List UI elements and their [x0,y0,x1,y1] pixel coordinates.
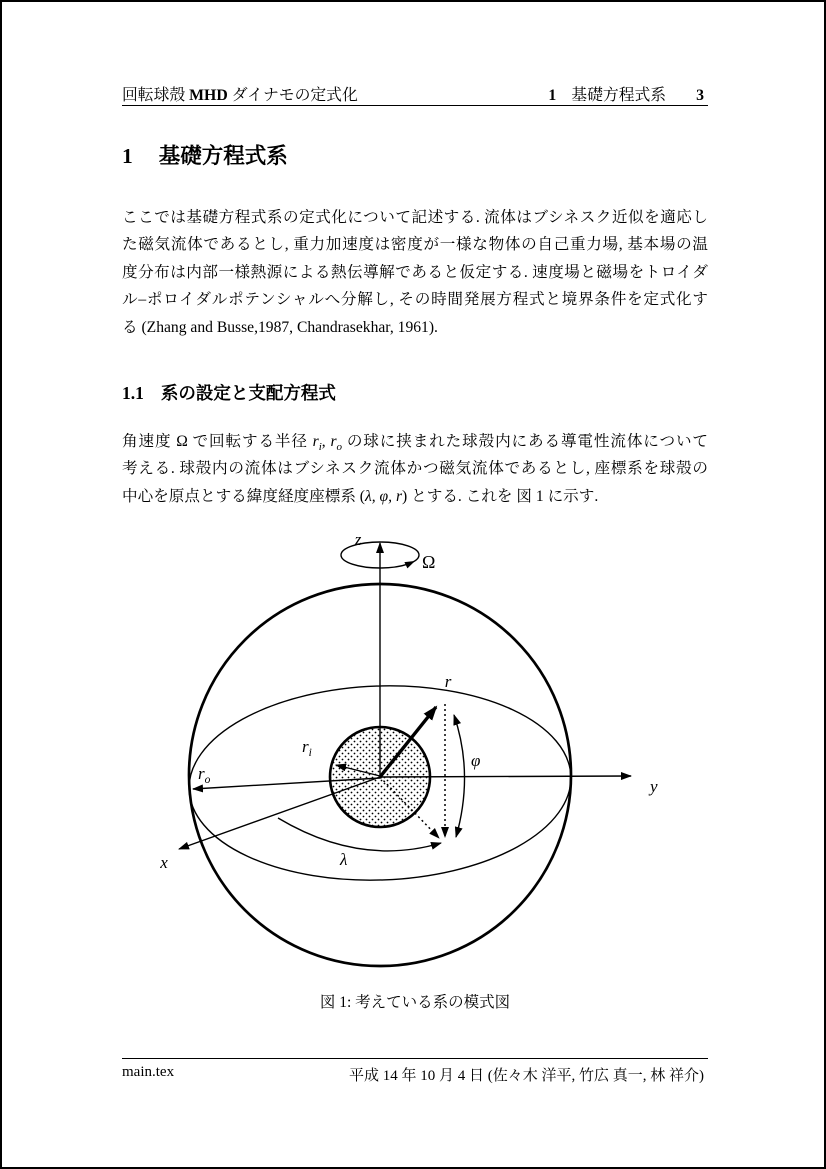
r-vector-label: r [444,672,452,691]
subsection-title: 系の設定と支配方程式 [160,383,336,403]
lambda-label: λ [340,850,348,869]
body-line [122,428,708,455]
ri-base: r [302,737,309,756]
rotation-arrowhead [404,561,415,568]
body-line [122,483,708,510]
page-number: 3 [696,87,704,104]
footer-rule [122,1058,708,1059]
header-section-title: 基礎方程式系 [571,87,667,104]
math-coords: λ, φ, r [365,487,403,505]
subsection-number: 1.1 [122,383,144,403]
header-section-ref [548,82,704,105]
header-title-pre: 回転球殻 [122,87,190,104]
header-title-post: ダイナモの定式化 [227,87,358,104]
body-line: ル–ポロイダルポテンシャルへ分解し, その時間発展方程式と境界条件を定式化す [122,291,708,309]
intro-paragraph [122,204,708,341]
x-axis-label: x [160,853,168,872]
text-run: 中心を原点とする緯度経度座標系 ( [122,487,365,505]
text-run: , [321,433,331,450]
omega-label: Ω [422,552,436,572]
math-sub-o: o [336,441,343,454]
body-line: ここでは基礎方程式系の定式化について記述する. 流体はブシネスク近似を適応し [122,209,708,226]
header-section-number: 1 [548,87,557,104]
figure-sphere-diagram [2,527,826,982]
math-var-r: r [330,433,337,450]
subsection-heading [122,380,336,405]
header-title [122,82,358,105]
footer-date-authors: 平成 14 年 10 月 4 日 (佐々木 洋平, 竹広 真一, 林 祥介) [349,1068,704,1084]
outer-radius-label [198,764,211,786]
header-title-acronym: MHD [189,87,228,104]
section-title: 基礎方程式系 [158,144,288,168]
figure-caption: 図 1: 考えている系の模式図 [319,994,511,1011]
math-var-r: r [312,433,319,450]
z-axis-label: z [354,530,362,549]
math-sub-i: i [318,441,322,454]
y-axis-label: y [650,777,658,796]
header-rule [122,105,708,106]
phi-label: φ [471,751,481,770]
footer-filename: main.tex [122,1064,175,1080]
text-run: の球に挟まれた球殻内にある導電性流体について [342,433,708,450]
ri-sub: i [308,747,312,759]
section-number: 1 [122,144,133,168]
body-line: 度分布は内部一様熱源による熱伝導解であると仮定する. 速度場と磁場をトロイダ [122,263,708,281]
y-axis [380,776,631,777]
text-run: 角速度 Ω で回転する半径 [122,433,313,450]
inner-radius-label [302,737,312,759]
body-line: 考える. 球殻内の流体はブシネスク流体かつ磁気流体であるとし, 座標系を球殻の [122,460,708,478]
body-line: た磁気流体であるとし, 重力加速度は密度が一様な物体の自己重力場, 基本場の温 [122,236,708,254]
ro-sub: o [204,774,211,786]
section-heading [122,139,288,170]
text-run: ) とする. これを 図 1 に示す. [402,487,599,505]
setup-paragraph [122,428,708,510]
ro-base: r [198,764,205,783]
body-line: る (Zhang and Busse,1987, Chandrasekhar, 1961). [122,318,438,336]
